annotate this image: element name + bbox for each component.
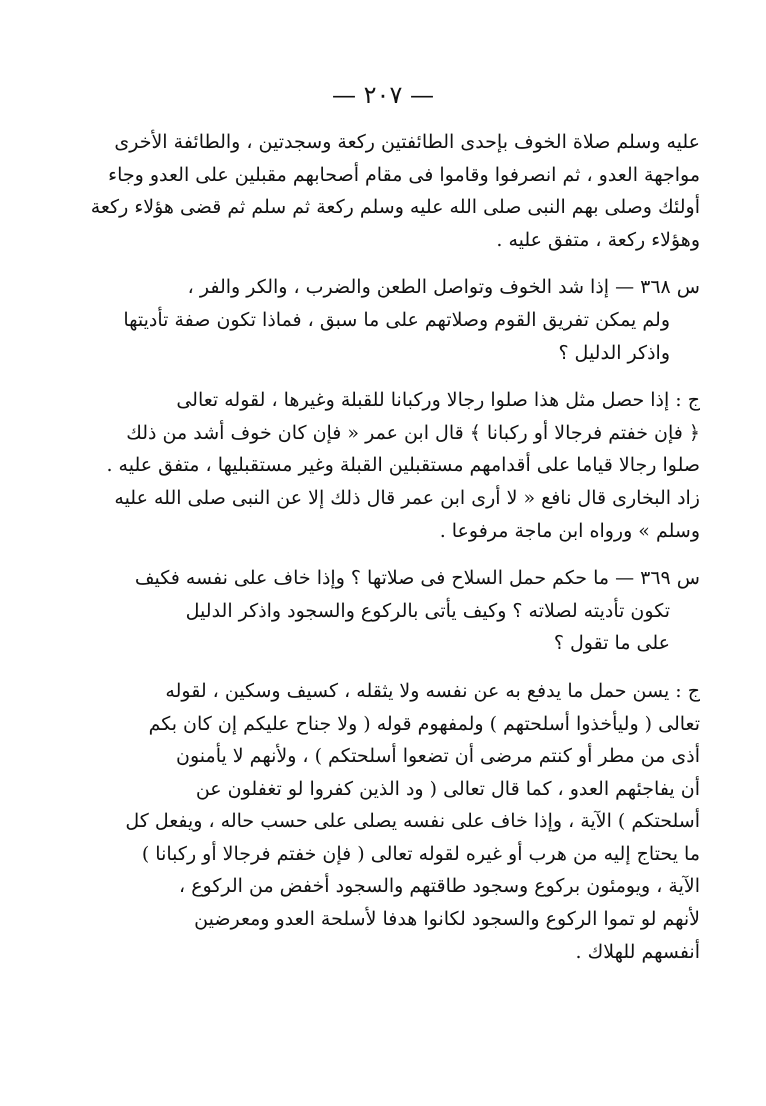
paragraph-intro — [60, 126, 700, 256]
text-line: ﴿ فإن خفتم فرجالا أو ركبانا ﴾ قال ابن عمر « فإن كان خوف أشد من ذلك — [126, 421, 700, 444]
page-number: — ٢٠٧ — — [332, 81, 434, 109]
answer-369 — [60, 675, 700, 968]
answer-368 — [60, 384, 700, 547]
text-line: س ٣٦٨ — إذا شد الخوف وتواصل الطعن والضرب ، والكر والفر ، — [187, 276, 700, 299]
text-line: ج : إذا حصل مثل هذا صلوا رجالا وركبانا للقبلة وغيرها ، لقوله تعالى — [176, 389, 700, 412]
text-line: لأنهم لو تموا الركوع والسجود لكانوا هدفا لأسلحة العدو ومعرضين — [194, 908, 700, 931]
paragraph-gap — [60, 660, 700, 675]
text-line: أذى من مطر أو كنتم مرضى أن تضعوا أسلحتكم ) ، ولأنهم لا يأمنون — [176, 745, 700, 768]
text-line: ولم يمكن تفريق القوم وصلاتهم على ما سبق ، فماذا تكون صفة تأديتها — [123, 308, 670, 331]
text-line: مواجهة العدو ، ثم انصرفوا وقاموا فى مقام أصحابهم مقبلين على العدو وجاء — [108, 163, 700, 186]
text-line: أولئك وصلى بهم النبى صلى الله عليه وسلم ركعة ثم سلم ثم قضى هؤلاء ركعة — [90, 196, 700, 219]
text-line: أسلحتكم ) الآية ، وإذا خاف على نفسه يصلى على حسب حاله ، ويفعل كل — [125, 810, 700, 833]
text-line: أنفسهم للهلاك . — [575, 940, 700, 963]
text-line: تعالى ( وليأخذوا أسلحتهم ) ولمفهوم قوله ( ولا جناح عليكم إن كان بكم — [148, 712, 700, 735]
text-line: أن يفاجئهم العدو ، كما قال تعالى ( ود الذين كفروا لو تغفلون عن — [195, 777, 700, 800]
paragraph-gap — [60, 547, 700, 562]
text-line: ج : يسن حمل ما يدفع به عن نفسه ولا يثقله ، كسيف وسكين ، لقوله — [165, 679, 700, 702]
page-body — [60, 126, 700, 968]
text-line: على ما تقول ؟ — [553, 632, 670, 655]
question-369 — [60, 562, 700, 660]
text-line: وسلم » ورواه ابن ماجة مرفوعا . — [439, 519, 700, 542]
question-368 — [60, 271, 700, 369]
text-line: واذكر الدليل ؟ — [558, 341, 670, 364]
text-line: صلوا رجالا قياما على أقدامهم مستقبلين القبلة وغير مستقبليها ، متفق عليه . — [106, 454, 700, 477]
text-line: تكون تأديته لصلاته ؟ وكيف يأتى بالركوع والسجود واذكر الدليل — [185, 599, 670, 622]
text-line: ما يحتاج إليه من هرب أو غيره لقوله تعالى ( فإن خفتم فرجالا أو ركبانا ) — [141, 842, 700, 865]
text-line: الآية ، ويومئون بركوع وسجود طاقتهم والسجود أخفض من الركوع ، — [179, 875, 700, 898]
text-line: وهؤلاء ركعة ، متفق عليه . — [496, 228, 700, 251]
text-line: عليه وسلم صلاة الخوف بإحدى الطائفتين ركعة وسجدتين ، والطائفة الأخرى — [114, 131, 700, 153]
text-line: زاد البخارى قال نافع « لا أرى ابن عمر قال ذلك إلا عن النبى صلى الله عليه — [114, 486, 700, 509]
paragraph-gap — [60, 369, 700, 384]
text-line: س ٣٦٩ — ما حكم حمل السلاح فى صلاتها ؟ وإذا خاف على نفسه فكيف — [134, 567, 700, 590]
paragraph-gap — [60, 256, 700, 271]
